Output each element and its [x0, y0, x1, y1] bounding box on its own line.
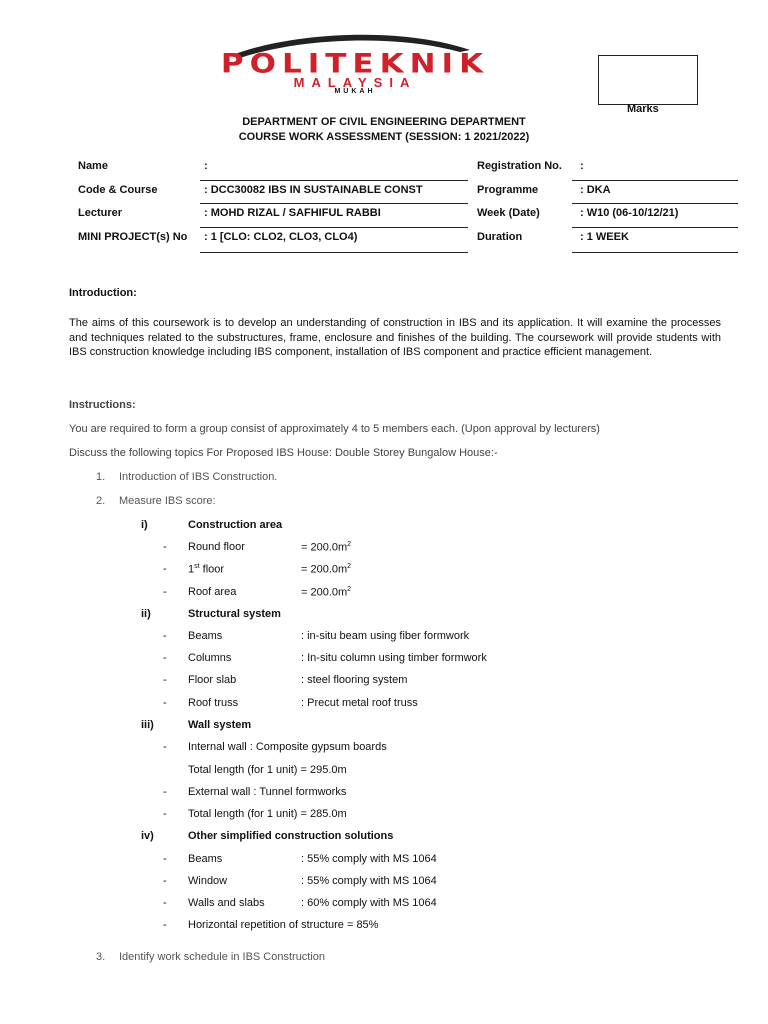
section-title-ii: Structural system [188, 608, 281, 620]
section-title-i: Construction area [188, 519, 283, 531]
intro-heading: Introduction: [69, 287, 137, 299]
wall-line-external-length: Total length (for 1 unit) = 285.0m [188, 808, 347, 820]
row-dash: - [163, 630, 167, 642]
item-text-2: Measure IBS score: [119, 495, 216, 507]
section-title-iii: Wall system [188, 719, 252, 731]
row-dash: - [163, 741, 167, 753]
marks-label: Marks [627, 103, 659, 115]
info-value-course: : DCC30082 IBS IN SUSTAINABLE CONST [204, 184, 423, 196]
item-text-1: Introduction of IBS Construction. [119, 471, 278, 483]
wall-line-internal-length: Total length (for 1 unit) = 295.0m [188, 764, 347, 776]
info-value-programme: : DKA [580, 184, 611, 196]
wall-line-internal: Internal wall : Composite gypsum boards [188, 741, 387, 753]
row-horizontal-repetition: Horizontal repetition of structure = 85% [188, 919, 379, 931]
assessment-title: COURSE WORK ASSESSMENT (SESSION: 1 2021/2022) [238, 131, 530, 143]
rule-left-1 [200, 180, 468, 181]
row-dash: - [163, 808, 167, 820]
row-dash: - [163, 853, 167, 865]
info-label-course: Code & Course [78, 184, 158, 196]
row-value-beams: : in-situ beam using fiber formwork [301, 630, 470, 642]
section-roman-ii: ii) [141, 608, 151, 620]
row-dash: - [163, 586, 167, 598]
section-roman-i: i) [141, 519, 148, 531]
row-dash: - [163, 919, 167, 931]
info-label-registration: Registration No. [477, 160, 562, 172]
rule-left-2 [200, 203, 468, 204]
row-name-beams-iv: Beams [188, 853, 223, 865]
row-value-floor-slab: : steel flooring system [301, 674, 408, 686]
section-title-iv: Other simplified construction solutions [188, 830, 394, 842]
row-value-window: : 55% comply with MS 1064 [301, 875, 437, 887]
instructions-heading: Instructions: [69, 399, 136, 411]
row-dash: - [163, 652, 167, 664]
rule-left-4 [200, 252, 468, 253]
rule-right-3 [572, 227, 738, 228]
rule-right-4 [572, 252, 738, 253]
info-value-project: : 1 [CLO: CLO2, CLO3, CLO4) [204, 231, 358, 243]
logo-subtitle: MALAYSIA [293, 75, 417, 90]
wall-line-external: External wall : Tunnel formworks [188, 786, 347, 798]
row-name-round-floor: Round floor [188, 541, 245, 553]
instructions-line-topics: Discuss the following topics For Proposed IBS House: Double Storey Bungalow House:- [69, 447, 498, 459]
info-value-week: : W10 (06-10/12/21) [580, 207, 679, 219]
section-roman-iii: iii) [141, 719, 154, 731]
marks-box [598, 55, 698, 105]
info-label-programme: Programme [477, 184, 539, 196]
info-label-project: MINI PROJECT(s) No [78, 231, 188, 243]
rule-right-2 [572, 203, 738, 204]
row-name-columns: Columns [188, 652, 232, 664]
info-value-name: : [204, 160, 208, 172]
row-value-columns: : In-situ column using timber formwork [301, 652, 487, 664]
info-value-duration: : 1 WEEK [580, 231, 629, 243]
row-value-round-floor: = $200.0m^2$ [301, 541, 352, 554]
item-num-1: 1. [96, 471, 106, 483]
row-value-beams-iv: : 55% comply with MS 1064 [301, 853, 437, 865]
row-value-walls-slabs: : 60% comply with MS 1064 [301, 897, 437, 909]
item-text-3: Identify work schedule in IBS Construction [119, 951, 326, 963]
department-title: DEPARTMENT OF CIVIL ENGINEERING DEPARTMENT [242, 116, 526, 128]
row-value-first-floor: = $200.0m^2$ [301, 563, 352, 576]
logo-wordmark: POLITEKNIK [220, 48, 490, 80]
row-dash: - [163, 563, 167, 575]
row-name-walls-slabs: Walls and slabs [188, 897, 265, 909]
item-num-3: 3. [96, 951, 106, 963]
info-label-lecturer: Lecturer [78, 207, 123, 219]
section-roman-iv: iv) [141, 830, 154, 842]
institution-logo [170, 28, 540, 98]
row-name-first-floor: 1st floor [188, 563, 225, 576]
row-name-floor-slab: Floor slab [188, 674, 237, 686]
row-dash: - [163, 875, 167, 887]
row-dash: - [163, 541, 167, 553]
row-name-beams: Beams [188, 630, 223, 642]
row-dash: - [163, 786, 167, 798]
logo-campus: MUKAH [334, 88, 376, 95]
instructions-line-group: You are required to form a group consist of approximately 4 to 5 members each. (Upon approval by lecturers) [69, 423, 600, 435]
rule-right-1 [572, 180, 738, 181]
row-value-roof-area: = $200.0m^2$ [301, 586, 352, 599]
info-value-registration: : [580, 160, 584, 172]
row-value-roof-truss: : Precut metal roof truss [301, 697, 418, 709]
info-label-duration: Duration [477, 231, 523, 243]
row-name-roof-area: Roof area [188, 586, 237, 598]
row-dash: - [163, 897, 167, 909]
info-label-week: Week (Date) [477, 207, 540, 219]
rule-left-3 [200, 227, 468, 228]
info-value-lecturer: : MOHD RIZAL / SAFHIFUL RABBI [204, 207, 381, 219]
row-dash: - [163, 674, 167, 686]
info-label-name: Name [78, 160, 108, 172]
item-num-2: 2. [96, 495, 106, 507]
row-name-roof-truss: Roof truss [188, 697, 239, 709]
intro-paragraph: The aims of this coursework is to develop an understanding of construction in IBS and its application. It will examine the processes and techniques related to the substructures, frame, enclosure and finishes of the building. The coursework will provide students with IBS construction knowledge including IBS component, installation of IBS component and practice efficient management. [69, 317, 721, 358]
row-name-window: Window [188, 875, 228, 887]
row-dash: - [163, 697, 167, 709]
